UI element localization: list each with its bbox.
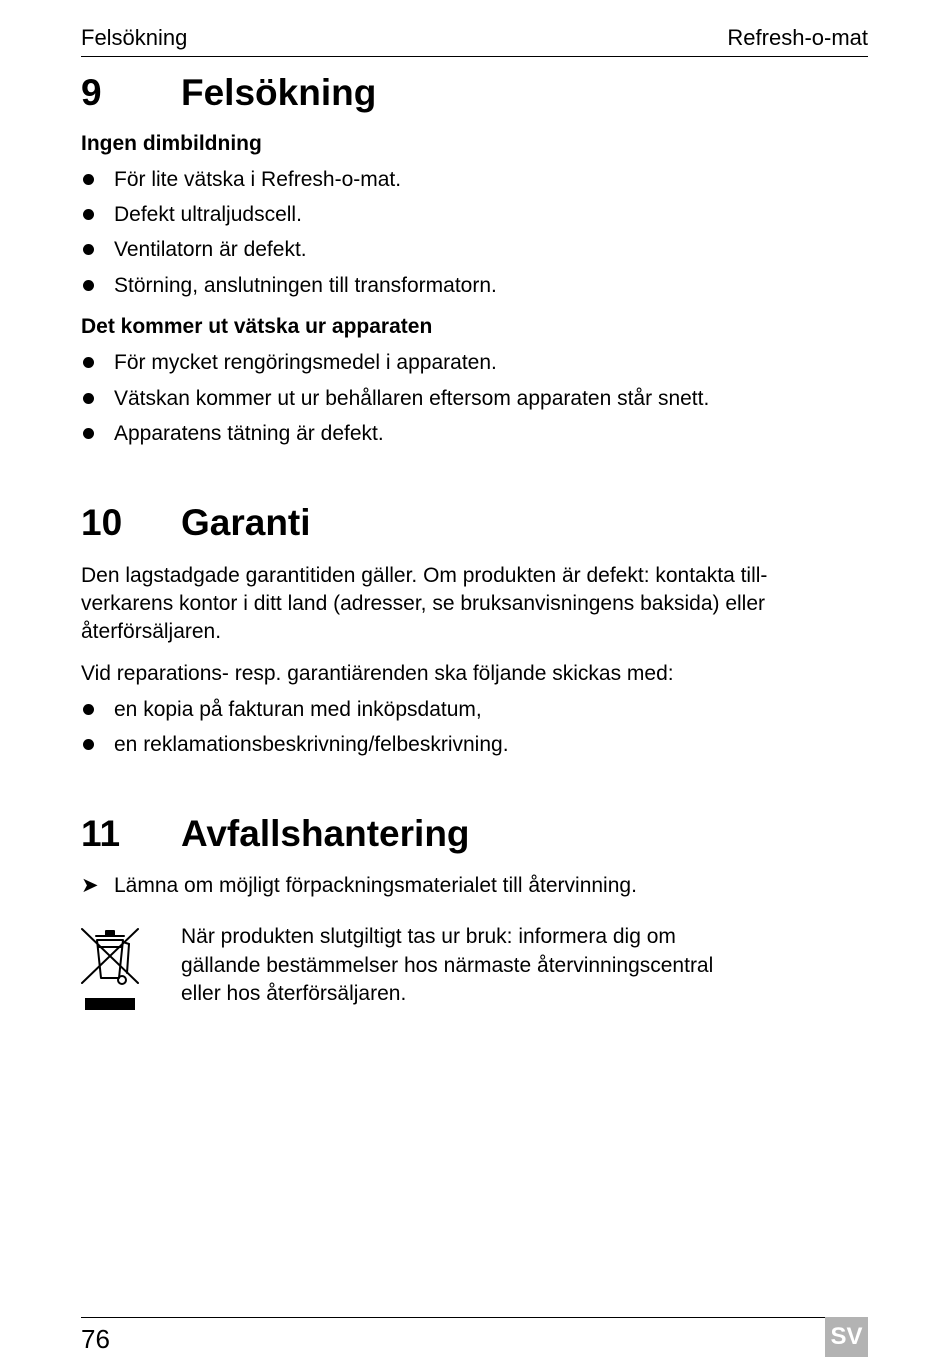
header-divider [81, 56, 868, 57]
section-9-heading [81, 71, 376, 115]
paragraph-line: När produkten slutgiltigt tas ur bruk: informera dig om [181, 925, 676, 948]
section-title: Avfallshantering [181, 813, 470, 854]
warranty-intro: Vid reparations- resp. garantiärenden ska följande skickas med: [81, 662, 674, 685]
paragraph-line: gällande bestämmelser hos närmaste återvinningscentral [181, 953, 714, 977]
disposal-note [181, 923, 821, 1009]
section-number: 10 [81, 502, 123, 543]
running-header-product: Refresh-o-mat [727, 25, 868, 50]
bullet-icon [83, 357, 94, 368]
bullet-icon [83, 174, 94, 185]
bullet-icon [83, 428, 94, 439]
bullet-icon [83, 739, 94, 750]
footer-divider [81, 1317, 868, 1318]
bullet-icon [83, 209, 94, 220]
running-header-section: Felsökning [81, 25, 188, 50]
language-badge: SV [825, 1317, 868, 1357]
paragraph-line: återförsäljaren. [81, 620, 222, 643]
arrow-right-icon: ➤ [81, 874, 99, 897]
paragraph-line: Den lagstadgade garantitiden gäller. Om produkten är defekt: kontakta till- [81, 564, 768, 587]
section-number: 11 [81, 813, 121, 854]
section-10-heading [81, 501, 311, 545]
section-title: Garanti [181, 502, 311, 543]
subheading-liquid-leak: Det kommer ut vätska ur apparaten [81, 315, 433, 338]
subheading-no-mist: Ingen dimbildning [81, 132, 262, 155]
section-number: 9 [81, 72, 102, 113]
bullet-icon [83, 244, 94, 255]
bullet-icon [83, 280, 94, 291]
section-11-heading [81, 812, 470, 856]
page-number: 76 [81, 1324, 110, 1354]
bullet-icon [83, 393, 94, 404]
crossed-out-wheelie-bin-icon [78, 925, 142, 1015]
paragraph-line: eller hos återförsäljaren. [181, 982, 407, 1005]
paragraph-line: verkarens kontor i ditt land (adresser, se bruksanvisningens baksida) eller [81, 592, 766, 615]
bullet-icon [83, 704, 94, 715]
warranty-paragraph [81, 562, 871, 646]
section-title: Felsökning [181, 72, 377, 113]
